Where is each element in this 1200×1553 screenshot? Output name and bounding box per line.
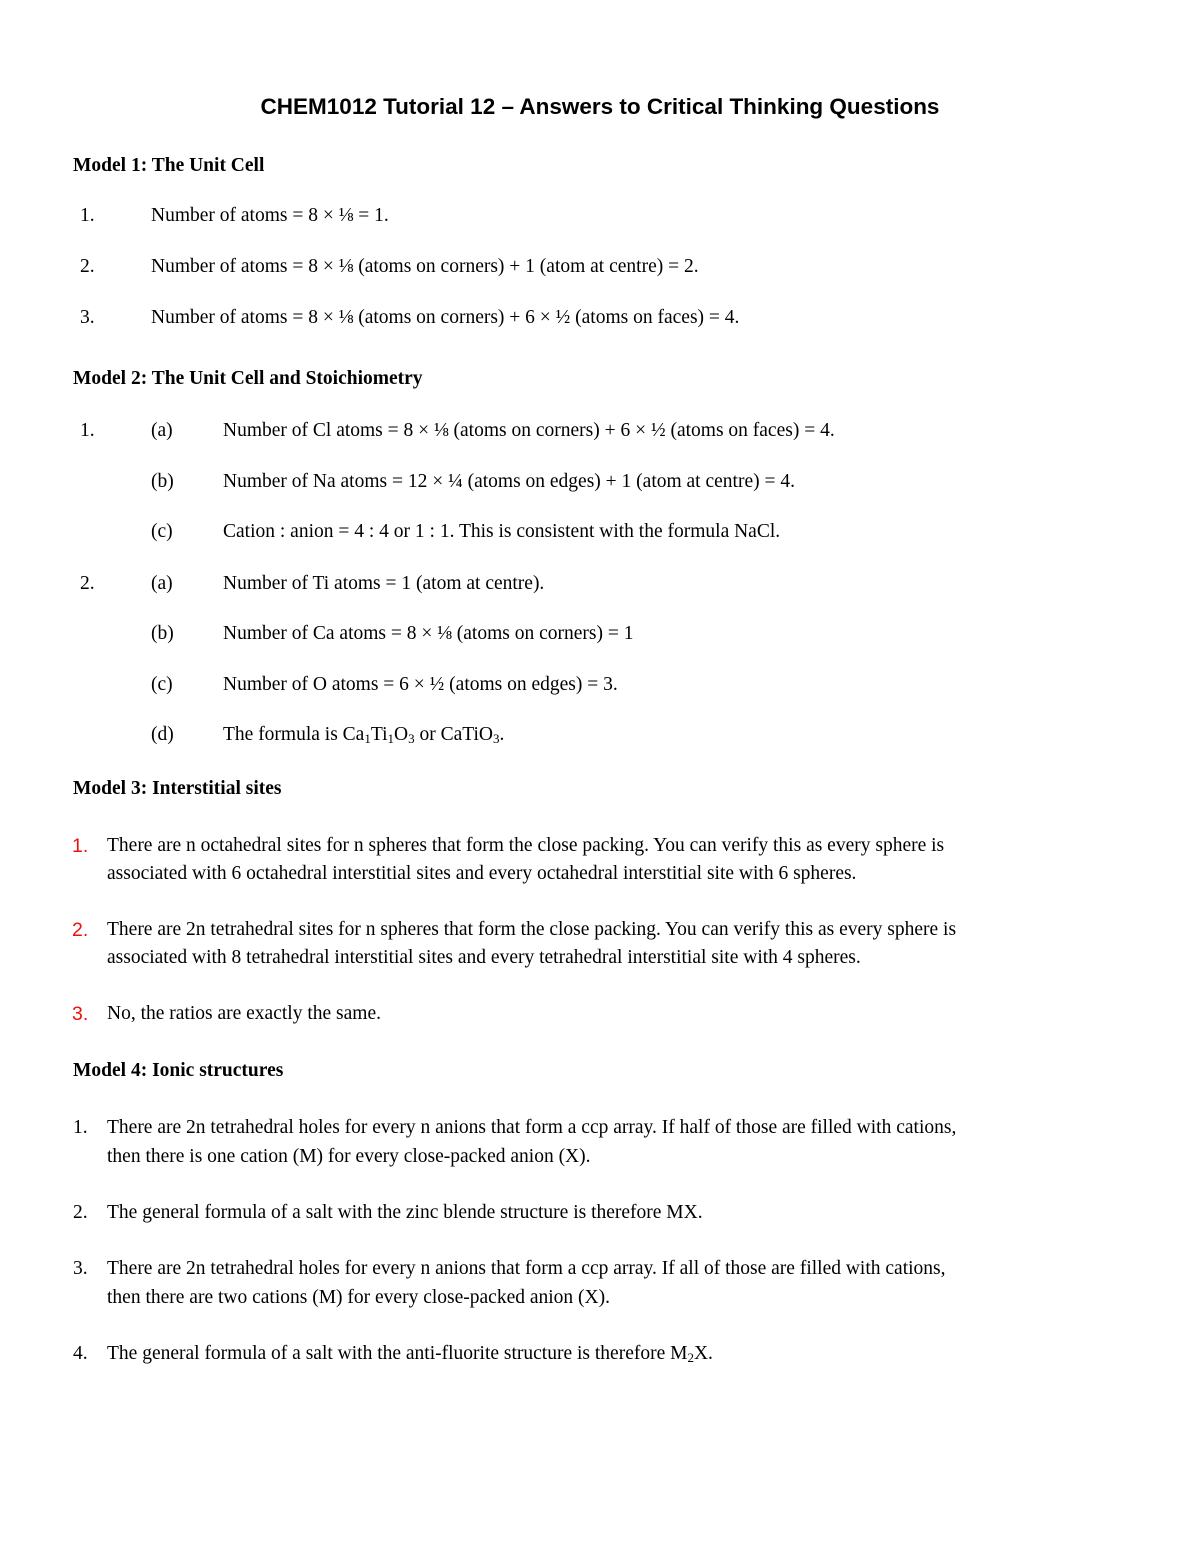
model3-heading: Model 3: Interstitial sites	[73, 778, 282, 799]
model2-q1a-label: (a)	[151, 420, 173, 441]
model2-q1c-label: (c)	[151, 521, 173, 542]
formula-o: O	[394, 724, 409, 745]
model2-q2-number: 2.	[80, 573, 95, 594]
formula-ti: Ti	[370, 724, 388, 745]
model4-item-1-line1: There are 2n tetrahedral holes for every n anions that form a ccp array. If half of those are filled with cations,	[107, 1117, 957, 1138]
antifluorite-suffix: X.	[693, 1343, 713, 1364]
model2-q1-number: 1.	[80, 420, 95, 441]
model3-item-2-line1: There are 2n tetrahedral sites for n spheres that form the close packing. You can verify this as every sphere is	[107, 919, 957, 940]
model4-item-3-number: 3.	[73, 1258, 88, 1279]
model2-q2d-label: (d)	[151, 724, 174, 745]
model4-item-1-number: 1.	[73, 1117, 88, 1138]
model1-item-3-text: Number of atoms = 8 × ⅛ (atoms on corners) + 6 × ½ (atoms on faces) = 4.	[151, 307, 740, 328]
model2-q1b-text: Number of Na atoms = 12 × ¼ (atoms on edges) + 1 (atom at centre) = 4.	[223, 471, 795, 492]
model3-item-1-line2: associated with 6 octahedral interstitial sites and every octahedral interstitial site with 6 spheres.	[107, 863, 857, 884]
formula-alt-subscript: 3	[492, 731, 500, 746]
model2-q2a-label: (a)	[151, 573, 173, 594]
model1-heading: Model 1: The Unit Cell	[73, 155, 265, 176]
model4-item-3-line1: There are 2n tetrahedral holes for every n anions that form a ccp array. If all of those are filled with cations,	[107, 1258, 946, 1279]
model4-heading: Model 4: Ionic structures	[73, 1060, 284, 1081]
formula-prefix: The formula is Ca	[223, 724, 365, 745]
model2-q1b-label: (b)	[151, 471, 174, 492]
model1-item-2-text: Number of atoms = 8 × ⅛ (atoms on corners) + 1 (atom at centre) = 2.	[151, 256, 699, 277]
model1-item-1-number: 1.	[80, 205, 95, 226]
model1-item-1-text: Number of atoms = 8 × ⅛ = 1.	[151, 205, 389, 226]
formula-end: .	[499, 724, 505, 745]
page-title: CHEM1012 Tutorial 12 – Answers to Critical Thinking Questions	[260, 94, 940, 119]
model3-item-3-line1: No, the ratios are exactly the same.	[107, 1003, 381, 1024]
model4-item-4-number: 4.	[73, 1343, 88, 1364]
antifluorite-prefix: The general formula of a salt with the anti-fluorite structure is therefore M	[107, 1343, 688, 1364]
model1-item-3-number: 3.	[80, 307, 95, 328]
model3-item-2-number: 2.	[72, 919, 89, 941]
model2-q2c-text: Number of O atoms = 6 × ½ (atoms on edges) = 3.	[223, 674, 618, 695]
formula-alt: or CaTiO	[414, 724, 493, 745]
antifluorite-subscript: 2	[687, 1350, 694, 1365]
model3-item-3-number: 3.	[72, 1003, 89, 1025]
model4-item-1-line2: then there is one cation (M) for every close-packed anion (X).	[107, 1146, 591, 1167]
model4-item-4-line1	[107, 1343, 713, 1365]
model2-q2b-text: Number of Ca atoms = 8 × ⅛ (atoms on corners) = 1	[223, 623, 634, 644]
model3-item-1-line1: There are n octahedral sites for n spheres that form the close packing. You can verify this as every sphere is	[107, 835, 945, 856]
formula-subscript-ca: 1	[364, 731, 371, 746]
model2-heading: Model 2: The Unit Cell and Stoichiometry	[73, 368, 423, 389]
model3-item-2-line2: associated with 8 tetrahedral interstitial sites and every tetrahedral interstitial site with 4 spheres.	[107, 947, 861, 968]
formula-subscript-o: 3	[408, 731, 415, 746]
formula-subscript-ti: 1	[387, 731, 394, 746]
model2-q2a-text: Number of Ti atoms = 1 (atom at centre).	[223, 573, 545, 594]
model2-q2c-label: (c)	[151, 674, 173, 695]
model4-item-2-line1: The general formula of a salt with the zinc blende structure is therefore MX.	[107, 1202, 703, 1223]
model2-q1a-text: Number of Cl atoms = 8 × ⅛ (atoms on corners) + 6 × ½ (atoms on faces) = 4.	[223, 420, 835, 441]
model3-item-1-number: 1.	[72, 835, 89, 857]
model1-item-2-number: 2.	[80, 256, 95, 277]
model2-q2d-text	[223, 724, 504, 746]
model4-item-3-line2: then there are two cations (M) for every close-packed anion (X).	[107, 1287, 610, 1308]
model4-item-2-number: 2.	[73, 1202, 88, 1223]
model2-q1c-text: Cation : anion = 4 : 4 or 1 : 1. This is consistent with the formula NaCl.	[223, 521, 781, 542]
model2-q2b-label: (b)	[151, 623, 174, 644]
